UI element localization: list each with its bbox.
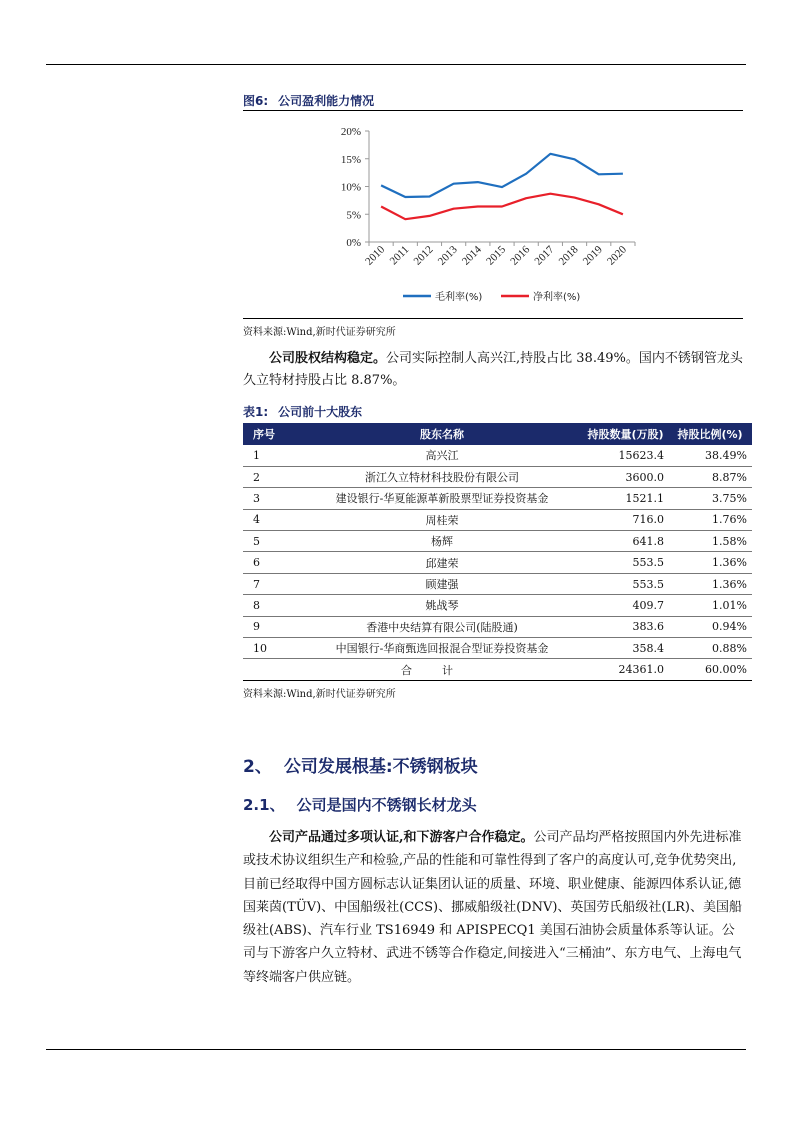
shareholding-paragraph xyxy=(243,348,743,392)
shareholding-lead: 公司股权结构稳定。 xyxy=(269,351,387,366)
y-tick-label: 5% xyxy=(346,209,361,222)
series-line-gross-margin xyxy=(381,154,623,197)
cell-qty: 358.4 xyxy=(583,638,669,659)
table-row xyxy=(243,509,752,530)
cell-pct: 38.49% xyxy=(669,445,752,466)
cell-no: 2 xyxy=(243,466,301,487)
cell-no: 9 xyxy=(243,616,301,637)
figure-bottom-rule xyxy=(243,318,743,319)
cell-pct: 1.36% xyxy=(669,552,752,573)
x-tick-label: 2014 xyxy=(459,243,484,268)
section-2-title: 公司发展根基:不锈钢板块 xyxy=(283,757,478,777)
cell-qty: 383.6 xyxy=(583,616,669,637)
legend-label: 毛利率(%) xyxy=(435,292,483,303)
x-tick-label: 2019 xyxy=(580,243,605,268)
cell-qty: 409.7 xyxy=(583,595,669,616)
certification-body: 公司产品均严格按照国内外先进标准或技术协议组织生产和检验,产品的性能和可靠性得到了客户的高度认可,竞争优势突出,目前已经取得中国方圆标志认证集团认证的质量、环境、职业健康、能源四体系认证,德国莱茵(TÜV)、中国船级社(CCS)、挪威船级社(DNV)、英国劳氏船级社(LR)、美国船级社(ABS)、汽车行业 TS16949 和 APISPECQ1 美国石油协会质量体系等认证。公司与下游客户久立特材、武进不锈等合作稳定,间接进入“三桶油”、东方电气、上海电气等终端客户供应链。 xyxy=(243,830,742,985)
cell-name: 香港中央结算有限公司(陆股通) xyxy=(301,616,583,637)
table-row xyxy=(243,595,752,616)
cell-name: 杨辉 xyxy=(301,531,583,552)
figure-source: 资料来源:Wind,新时代证券研究所 xyxy=(243,327,396,338)
cell-no: 4 xyxy=(243,509,301,530)
header-rule xyxy=(46,64,746,65)
cell-pct: 0.88% xyxy=(669,638,752,659)
cell-qty: 553.5 xyxy=(583,573,669,594)
y-tick-label: 15% xyxy=(340,153,361,166)
header-no: 序号 xyxy=(243,423,301,445)
cell-no: 6 xyxy=(243,552,301,573)
section-heading-2-1 xyxy=(243,794,477,815)
top-ten-shareholders-table xyxy=(243,423,752,681)
cell-name: 浙江久立特材科技股份有限公司 xyxy=(301,466,583,487)
table-row xyxy=(243,445,752,466)
certification-paragraph xyxy=(243,826,743,989)
cell-pct: 0.94% xyxy=(669,616,752,637)
cell-qty: 3600.0 xyxy=(583,466,669,487)
cell-name: 顾建强 xyxy=(301,573,583,594)
cell-no: 10 xyxy=(243,638,301,659)
cell-qty: 15623.4 xyxy=(583,445,669,466)
table-row xyxy=(243,573,752,594)
cell-name: 高兴江 xyxy=(301,445,583,466)
cell-no: 3 xyxy=(243,488,301,509)
x-tick-label: 2020 xyxy=(604,243,630,268)
figure-title xyxy=(243,92,374,109)
section-2-1-title: 公司是国内不锈钢长材龙头 xyxy=(296,796,477,814)
header-name: 股东名称 xyxy=(301,423,583,445)
footer-rule xyxy=(46,1049,746,1050)
cell-name: 中国银行-华商甄选回报混合型证券投资基金 xyxy=(301,638,583,659)
total-label-text: 合计 xyxy=(401,663,483,677)
cell-no: 8 xyxy=(243,595,301,616)
cell-no-empty xyxy=(243,659,301,680)
header-qty: 持股数量(万股) xyxy=(583,423,669,445)
header-pct: 持股比例(%) xyxy=(669,423,752,445)
cell-pct: 8.87% xyxy=(669,466,752,487)
shareholding-body: 公司实际控制人高兴江,持股占比 38.49%。国内不锈钢管龙头久立特材持股占比 8.87%。 xyxy=(243,351,743,388)
cell-pct: 1.36% xyxy=(669,573,752,594)
cell-name: 建设银行-华夏能源革新股票型证券投资基金 xyxy=(301,488,583,509)
table-total-row xyxy=(243,659,752,680)
x-tick-label: 2018 xyxy=(556,243,581,268)
table-row xyxy=(243,616,752,637)
cell-qty: 553.5 xyxy=(583,552,669,573)
cell-name: 周桂荣 xyxy=(301,509,583,530)
cell-no: 1 xyxy=(243,445,301,466)
x-tick-label: 2013 xyxy=(435,243,460,268)
table-row xyxy=(243,531,752,552)
x-tick-label: 2011 xyxy=(387,243,412,268)
section-2-1-number: 2.1、 xyxy=(243,796,285,814)
cell-pct: 1.01% xyxy=(669,595,752,616)
figure-title-rule xyxy=(243,110,743,111)
cell-name: 姚战琴 xyxy=(301,595,583,616)
table-row xyxy=(243,466,752,487)
cell-pct: 1.76% xyxy=(669,509,752,530)
cell-no: 7 xyxy=(243,573,301,594)
cell-pct: 1.58% xyxy=(669,531,752,552)
cell-qty: 716.0 xyxy=(583,509,669,530)
x-tick-label: 2012 xyxy=(411,243,436,268)
table-title xyxy=(243,403,362,420)
legend-label: 净利率(%) xyxy=(533,292,581,303)
figure-title-text: 公司盈利能力情况 xyxy=(278,94,375,108)
cell-no: 5 xyxy=(243,531,301,552)
table-header-row xyxy=(243,423,752,445)
y-tick-label: 20% xyxy=(340,126,361,138)
y-tick-label: 0% xyxy=(346,237,361,249)
table-row xyxy=(243,552,752,573)
cell-qty: 1521.1 xyxy=(583,488,669,509)
section-2-number: 2、 xyxy=(243,757,272,777)
table-label: 表1: xyxy=(243,405,269,419)
section-heading-2 xyxy=(243,752,478,777)
x-tick-label: 2017 xyxy=(532,243,557,268)
table-source: 资料来源:Wind,新时代证券研究所 xyxy=(243,689,396,700)
x-tick-label: 2010 xyxy=(363,243,388,268)
cell-pct: 3.75% xyxy=(669,488,752,509)
profitability-line-chart xyxy=(243,112,743,317)
cell-name: 邱建荣 xyxy=(301,552,583,573)
x-tick-label: 2015 xyxy=(484,243,509,268)
total-qty: 24361.0 xyxy=(583,659,669,680)
x-tick-label: 2016 xyxy=(508,243,533,268)
table-title-text: 公司前十大股东 xyxy=(278,405,363,419)
table-row xyxy=(243,488,752,509)
figure-label: 图6: xyxy=(243,94,269,108)
total-pct: 60.00% xyxy=(669,659,752,680)
cell-qty: 641.8 xyxy=(583,531,669,552)
total-label xyxy=(301,659,583,680)
y-tick-label: 10% xyxy=(340,181,361,194)
certification-lead: 公司产品通过多项认证,和下游客户合作稳定。 xyxy=(269,830,534,845)
table-row xyxy=(243,638,752,659)
